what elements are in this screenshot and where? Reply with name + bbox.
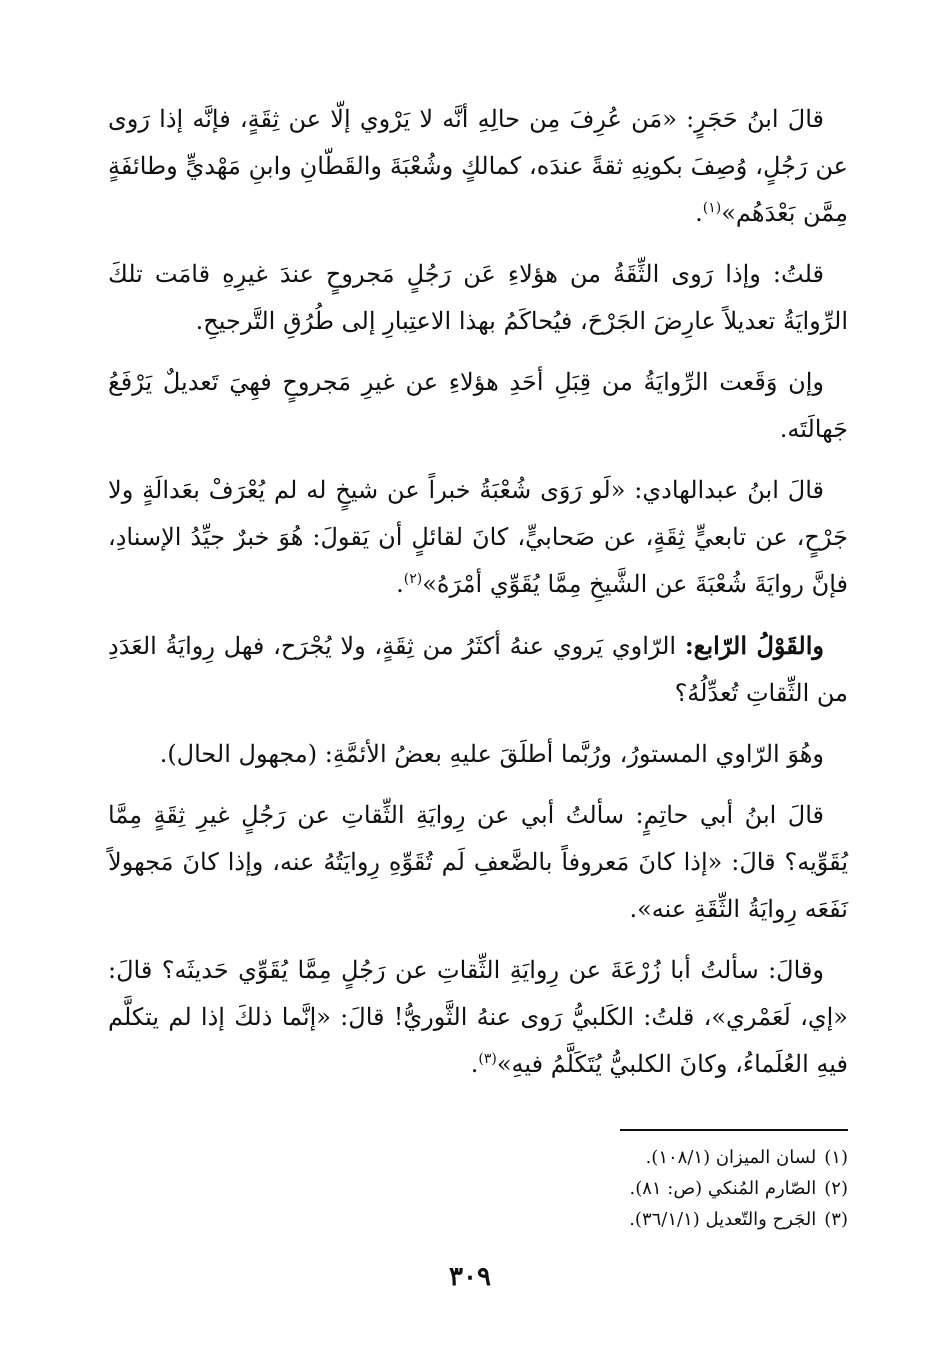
footnote-number: (٢) bbox=[824, 1178, 848, 1199]
footnote-1 bbox=[440, 1142, 848, 1173]
footnotes bbox=[440, 1142, 848, 1235]
footnote-ref-1: (١) bbox=[702, 200, 722, 216]
footnote-2 bbox=[440, 1173, 848, 1204]
paragraph-wa-in-waqaat bbox=[108, 359, 848, 453]
footnote-text: الجَرح والتّعديل (٣٦/١/١). bbox=[629, 1209, 817, 1230]
paragraph-fourth-opinion bbox=[108, 622, 848, 717]
page-number: ٣٠٩ bbox=[449, 1262, 491, 1292]
paragraph-text: قلتُ: وإذا رَوى الثِّقَةُ من هؤلاءِ عَن رَجُلٍ مَجروحٍ عندَ غيرِهِ قامَت تلكَ الرِّوايَةُ تعديلاً عارِضَ الجَرْحَ، فيُحاكَمُ بهذا الاعتِبارِ إلى طُرُقِ التَّرجيحِ. bbox=[108, 260, 848, 335]
paragraph-ibn-hajar bbox=[108, 96, 848, 237]
paragraph-text: قالَ ابنُ حَجَرٍ: «مَن عُرِفَ مِن حالِهِ أنَّه لا يَرْوي إلّا عن ثِقَةٍ، فإنَّه إذا رَوى عن رَجُلٍ، وُصِفَ بكونِهِ ثقةً عندَه، كمالكٍ وشُعْبَةَ والقَطّانِ وابنِ مَهْديٍّ وطائفَةٍ مِمَّن بَعْدَهُم» bbox=[108, 105, 848, 227]
footnote-text: الصّارم المُنكي (ص: ٨١). bbox=[629, 1178, 817, 1199]
paragraph-end: . bbox=[695, 199, 703, 227]
paragraph-end: . bbox=[396, 570, 404, 598]
bold-heading: والقَوْلُ الرّابع: bbox=[684, 631, 824, 660]
paragraph-end: . bbox=[470, 1050, 479, 1078]
paragraph-text: وقالَ: سألتُ أبا زُرْعَةَ عن رِوايَةِ الثِّقاتِ عن رَجُلٍ مِمَّا يُقَوِّي حَديثَه؟ قالَ: «إي، لَعَمْري»، قلتُ: الكَلبيُّ رَوى عنهُ الثَّوريُّ! قالَ: «إنَّما ذلكَ إذا لم يتكلَّم فيهِ العُلَماءُ، وكانَ الكلبيُّ يُتَكَلَّمُ فيهِ» bbox=[108, 956, 848, 1078]
footnote-3 bbox=[440, 1204, 848, 1235]
paragraph-ibn-abi-hatim bbox=[108, 792, 848, 933]
footnote-divider bbox=[620, 1129, 848, 1131]
footnote-text: لسان الميزان (١٠٨/١). bbox=[645, 1147, 817, 1168]
paragraph-text: وهُوَ الرّاوي المستورُ، ورُبَّما أطلَقَ عليهِ بعضُ الأئمَّةِ: (مجهول الحال). bbox=[159, 740, 824, 768]
paragraph-mastur bbox=[108, 731, 848, 778]
footnote-ref-2: (٢) bbox=[403, 571, 423, 587]
paragraph-text: الرّاوي يَروي عنهُ أكثَرُ من ثِقَةٍ، ولا يُجْرَح، فهل رِوايَةُ العَدَدِ من الثِّقاتِ تُعدِّلُهُ؟ bbox=[108, 632, 848, 707]
main-text bbox=[108, 96, 848, 1102]
paragraph-text: قالَ ابنُ أبي حاتِمٍ: سألتُ أبي عن رِوايَةِ الثِّقاتِ عن رَجُلٍ غيرِ ثِقَةٍ مِمَّا يُقَوِّيه؟ قالَ: «إذا كانَ مَعروفاً بالضَّعفِ لَم تُقَوِّهِ رِوايَتُهُ عنه، وإذا كانَ مَجهولاً نَفَعَه رِوايَةُ الثِّقَةِ عنه». bbox=[108, 801, 848, 923]
footnote-number: (١) bbox=[824, 1147, 848, 1168]
paragraph-ibn-abdulhadi bbox=[108, 467, 848, 608]
footnote-ref-3: (٣) bbox=[478, 1051, 497, 1067]
paragraph-qultu bbox=[108, 251, 848, 345]
footnote-number: (٣) bbox=[824, 1209, 848, 1230]
paragraph-abu-zura bbox=[108, 947, 848, 1088]
paragraph-text: وإن وَقَعت الرِّوايَةُ من قِبَلِ أحَدِ هؤلاءِ عن غيرِ مَجروحٍ فهِيَ تَعديلٌ يَرْفَعُ جَهالَتَه. bbox=[108, 368, 848, 443]
paragraph-text: قالَ ابنُ عبدالهادي: «لَو رَوَى شُعْبَةُ خبراً عن شيخٍ له لم يُعْرَفْ بعَدالَةٍ ولا جَرْحٍ، عن تابعيٍّ ثِقَةٍ، عن صَحابيٍّ، كانَ لقائلٍ أن يَقولَ: هُوَ خبرٌ جيِّدُ الإسنادِ، فإنَّ روايَةَ شُعْبَةَ عن الشَّيخِ مِمَّا يُقَوِّي أمْرَهُ» bbox=[108, 476, 848, 598]
